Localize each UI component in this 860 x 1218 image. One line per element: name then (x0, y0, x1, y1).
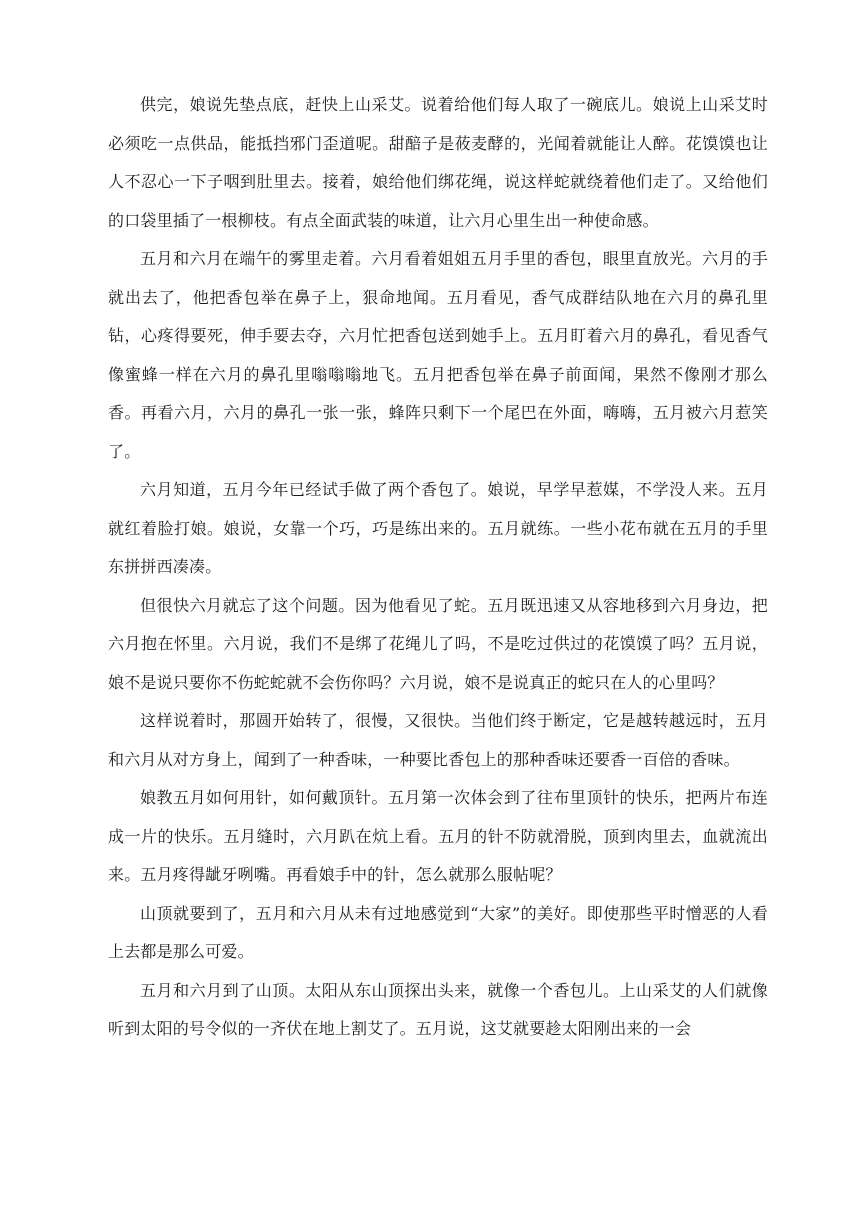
paragraph-5: 这样说着时，那圆开始转了，很慢，又很快。当他们终于断定，它是越转越远时，五月和六月从对方身上，闻到了一种香味，一种要比香包上的那种香味还要香一百倍的香味。 (108, 711, 768, 769)
paragraph-4: 但很快六月就忘了这个问题。因为他看见了蛇。五月既迅速又从容地移到六月身边，把六月抱在怀里。六月说，我们不是绑了花绳儿了吗，不是吃过供过的花馍馍了吗？五月说，娘不是说只要你不伤蛇蛇就不会伤你吗？六月说，娘不是说真正的蛇只在人的心里吗？ (108, 595, 768, 692)
paragraph-7: 山顶就要到了，五月和六月从未有过地感觉到“大家”的美好。即使那些平时憎恶的人看上去都是那么可爱。 (108, 903, 768, 961)
paragraph-8: 五月和六月到了山顶。太阳从东山顶探出头来，就像一个香包儿。上山采艾的人们就像听到太阳的号令似的一齐伏在地上割艾了。五月说，这艾就要趁太阳刚出来的一会 (108, 980, 768, 1038)
paragraph-1: 供完，娘说先垫点底，赶快上山采艾。说着给他们每人取了一碗底儿。娘说上山采艾时必须吃一点供品，能抵挡邪门歪道呢。甜醅子是莜麦酵的，光闻着就能让人醉。花馍馍也让人不忍心一下子咽到肚里去。接着，娘给他们绑花绳，说这样蛇就绕着他们走了。又给他们的口袋里插了一根柳枝。有点全面武装的味道，让六月心里生出一种使命感。 (108, 95, 768, 230)
paragraph-6: 娘教五月如何用针，如何戴顶针。五月第一次体会到了往布里顶针的快乐，把两片布连成一片的快乐。五月缝时，六月趴在炕上看。五月的针不防就滑脱，顶到肉里去，血就流出来。五月疼得龇牙咧嘴。再看娘手中的针，怎么就那么服帖呢？ (108, 788, 768, 884)
paragraph-3: 六月知道，五月今年已经试手做了两个香包了。娘说，早学早惹媒，不学没人来。五月就红着脸打娘。娘说，女靠一个巧，巧是练出来的。五月就练。一些小花布就在五月的手里东拼拼西凑凑。 (108, 480, 768, 576)
paragraph-2: 五月和六月在端午的雾里走着。六月看着姐姐五月手里的香包，眼里直放光。六月的手就出去了，他把香包举在鼻子上，狠命地闻。五月看见，香气成群结队地在六月的鼻孔里钻，心疼得要死，伸手要去夺，六月忙把香包送到她手上。五月盯着六月的鼻孔，看见香气像蜜蜂一样在六月的鼻孔里嗡嗡嗡地飞。五月把香包举在鼻子前面闻，果然不像刚才那么香。再看六月，六月的鼻孔一张一张，蜂阵只剩下一个尾巴在外面，嗨嗨，五月被六月惹笑了。 (108, 249, 768, 461)
document-page (108, 86, 768, 1049)
